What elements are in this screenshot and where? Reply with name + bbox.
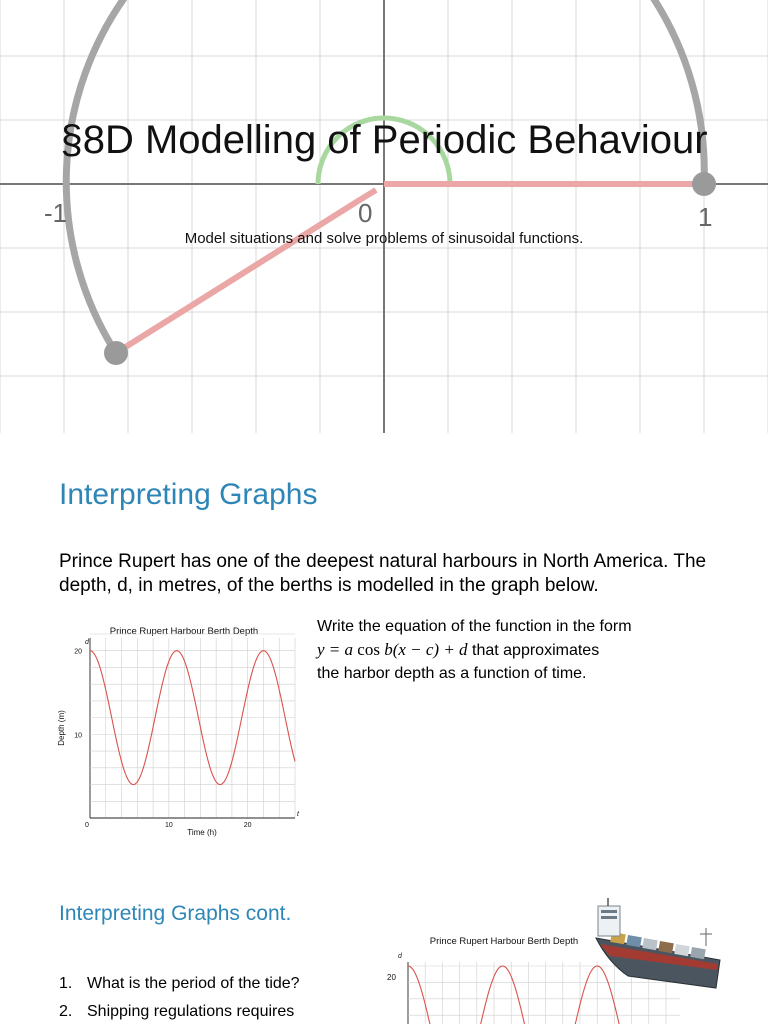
x-tick-label: 0	[85, 822, 89, 829]
x-tick-label: 20	[243, 822, 252, 829]
interpreting-graphs-cont-slide	[0, 862, 768, 1024]
cargo-ship-icon	[588, 898, 738, 998]
equation-form: y = a cos b(x − c) + d	[317, 640, 468, 659]
d-axis-label: d	[398, 953, 402, 960]
instruction-text	[317, 615, 737, 685]
x-tick-label: 10	[164, 822, 173, 829]
y-tick-labels	[74, 649, 82, 740]
interpreting-graphs-slide	[0, 448, 768, 848]
list-item: 2. Shipping regulations requires	[59, 1003, 295, 1020]
slide-heading: Interpreting Graphs cont.	[59, 902, 292, 925]
y-tick-label: 10	[74, 732, 82, 740]
terminal-point	[104, 341, 128, 365]
problem-paragraph: Prince Rupert has one of the deepest natural harbours in North America. The depth, d, in metres, of the berths is modelled in the graph below.	[59, 551, 707, 596]
x-tick-labels	[85, 822, 252, 829]
instruction-line-3: the harbor depth as a function of time.	[317, 665, 587, 682]
y-tick-label: 20	[74, 648, 82, 656]
unit-circle-left-arc	[66, 0, 130, 353]
graph-grid	[90, 634, 295, 818]
label-neg-one: -1	[44, 198, 68, 228]
graph-title: Prince Rupert Harbour Berth Depth	[109, 626, 259, 637]
d-axis-label: d	[85, 639, 89, 646]
depth-graph	[52, 624, 310, 844]
title-slide	[0, 0, 768, 433]
terminal-radius	[116, 201, 358, 353]
list-item: 1. What is the period of the tide?	[59, 975, 300, 992]
initial-point	[692, 172, 716, 196]
slide-heading: Interpreting Graphs	[59, 478, 318, 511]
y-axis-title: Depth (m)	[57, 710, 66, 746]
instruction-line-1: Write the equation of the function in the form	[317, 618, 632, 635]
equation-tail: that approximates	[472, 642, 600, 659]
y-tick-label: 20	[387, 973, 396, 982]
unit-circle-background	[0, 0, 768, 433]
x-axis-title: Time (h)	[187, 828, 217, 837]
label-zero: 0	[358, 198, 373, 228]
instruction-line-2	[317, 638, 737, 662]
label-one: 1	[698, 202, 713, 232]
slide-title: §8D Modelling of Periodic Behaviour	[60, 118, 708, 162]
slide-subtitle: Model situations and solve problems of sinusoidal functions.	[184, 230, 584, 247]
graph-title: Prince Rupert Harbour Berth Depth	[429, 936, 579, 947]
question-list	[59, 970, 359, 1024]
t-axis-label: t	[297, 811, 299, 818]
